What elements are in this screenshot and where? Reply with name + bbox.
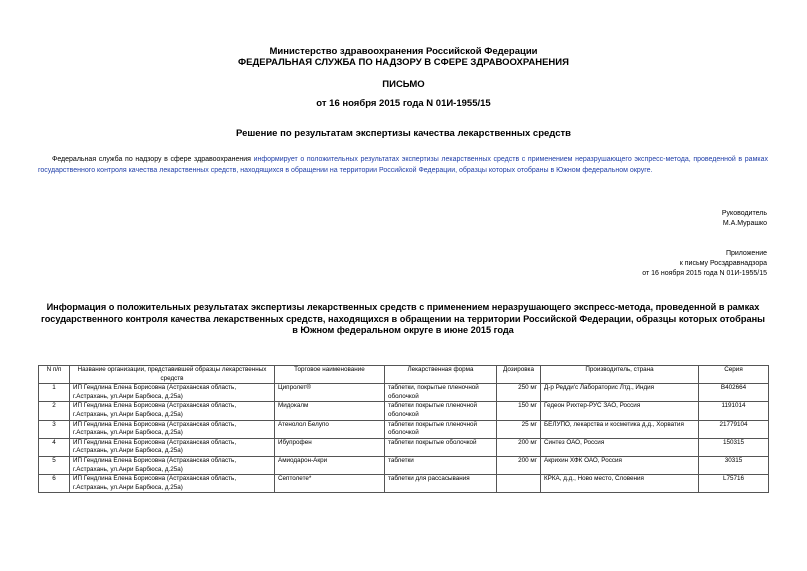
header-series: Серия bbox=[699, 366, 769, 384]
cell-trade-name: Ибупрофен bbox=[275, 438, 385, 456]
cell-organization: ИП Гендлина Елена Борисовна (Астраханская область, г.Астрахань, ул.Анри Барбюса, д.25а) bbox=[70, 438, 275, 456]
cell-manufacturer: Д-р Редди'с Лабораторис Лтд., Индия bbox=[541, 384, 699, 402]
table-row bbox=[39, 402, 769, 420]
ministry-name: Министерство здравоохранения Российской Федерации bbox=[269, 46, 538, 57]
results-table bbox=[38, 365, 769, 493]
appendix-date: от 16 ноября 2015 года N 01И-1955/15 bbox=[642, 270, 767, 277]
table-row bbox=[39, 420, 769, 438]
cell-manufacturer: Синтез ОАО, Россия bbox=[541, 438, 699, 456]
cell-dosage: 200 мг bbox=[497, 438, 541, 456]
cell-series: В402664 bbox=[699, 384, 769, 402]
cell-dosage-form: таблетки, покрытые пленочной оболочкой bbox=[385, 384, 497, 402]
cell-trade-name: Септолете* bbox=[275, 475, 385, 493]
cell-manufacturer: Гедеон Рихтер-РУС ЗАО, Россия bbox=[541, 402, 699, 420]
cell-dosage: 150 мг bbox=[497, 402, 541, 420]
cell-organization: ИП Гендлина Елена Борисовна (Астраханская область, г.Астрахань, ул.Анри Барбюса, д.25а) bbox=[70, 475, 275, 493]
cell-dosage-form: таблетки покрытые пленочной оболочкой bbox=[385, 402, 497, 420]
cell-dosage-form: таблетки bbox=[385, 456, 497, 474]
cell-number: 2 bbox=[39, 402, 70, 420]
table-row bbox=[39, 475, 769, 493]
info-title: Информация о положительных результатах экспертизы лекарственных средств с применением неразрушающего экспресс-метода, проведенной в рамках государственного контроля качества лекарственных средств, находящихся в обращении на территории Российской Федерации, образцы которых отобраны в Южном федеральном округе в июне 2015 года bbox=[41, 302, 765, 335]
cell-organization: ИП Гендлина Елена Борисовна (Астраханская область, г.Астрахань, ул.Анри Барбюса, д.25а) bbox=[70, 384, 275, 402]
cell-series: 1191014 bbox=[699, 402, 769, 420]
header-dosage: Дозировка bbox=[497, 366, 541, 384]
appendix-ref: к письму Росздравнадзора bbox=[679, 260, 767, 267]
document-subject: Решение по результатам экспертизы качества лекарственных средств bbox=[236, 128, 571, 139]
cell-dosage: 250 мг bbox=[497, 384, 541, 402]
cell-trade-name: Ципролет® bbox=[275, 384, 385, 402]
intro-paragraph bbox=[38, 154, 768, 176]
intro-link[interactable]: информирует о положительных результатах экспертизы лекарственных средств с применением неразрушающего экспресс-метода, проведенной в рамках государственного контроля качества лекарственных средств, находящихся в обращении на территории Российской Федерации, образцы которых отобраны в Южном федеральном округе. bbox=[38, 156, 768, 174]
signature-name: М.А.Мурашко bbox=[722, 220, 767, 227]
header-trade-name: Торговое наименование bbox=[275, 366, 385, 384]
cell-series: L75716 bbox=[699, 475, 769, 493]
cell-dosage: 25 мг bbox=[497, 420, 541, 438]
cell-number: 3 bbox=[39, 420, 70, 438]
appendix-label: Приложение bbox=[725, 250, 767, 257]
header-number: N п/п bbox=[39, 366, 70, 384]
cell-dosage-form: таблетки покрытые пленочной оболочкой bbox=[385, 420, 497, 438]
cell-number: 5 bbox=[39, 456, 70, 474]
header-dosage-form: Лекарственная форма bbox=[385, 366, 497, 384]
cell-organization: ИП Гендлина Елена Борисовна (Астраханская область, г.Астрахань, ул.Анри Барбюса, д.25а) bbox=[70, 456, 275, 474]
signature-title: Руководитель bbox=[721, 210, 767, 217]
cell-trade-name: Мидокалм bbox=[275, 402, 385, 420]
cell-dosage bbox=[497, 475, 541, 493]
cell-organization: ИП Гендлина Елена Борисовна (Астраханская область, г.Астрахань, ул.Анри Барбюса, д.25а) bbox=[70, 420, 275, 438]
cell-trade-name: Амиодарон-Акри bbox=[275, 456, 385, 474]
cell-trade-name: Атенолол Белупо bbox=[275, 420, 385, 438]
table-row bbox=[39, 438, 769, 456]
table-header-row bbox=[39, 366, 769, 384]
cell-dosage: 200 мг bbox=[497, 456, 541, 474]
cell-series: 30315 bbox=[699, 456, 769, 474]
cell-dosage-form: таблетки покрытые оболочкой bbox=[385, 438, 497, 456]
cell-manufacturer: БЕЛУПО, лекарства и косметика д.д., Хорватия bbox=[541, 420, 699, 438]
header-organization: Название организации, представившей образцы лекарственных средств bbox=[70, 366, 275, 384]
cell-organization: ИП Гендлина Елена Борисовна (Астраханская область, г.Астрахань, ул.Анри Барбюса, д.25а) bbox=[70, 402, 275, 420]
document-date: от 16 ноября 2015 года N 01И-1955/15 bbox=[316, 98, 491, 109]
header-manufacturer: Производитель, страна bbox=[541, 366, 699, 384]
cell-number: 4 bbox=[39, 438, 70, 456]
cell-manufacturer: КРКА, д.д., Ново место, Словения bbox=[541, 475, 699, 493]
service-name: ФЕДЕРАЛЬНАЯ СЛУЖБА ПО НАДЗОРУ В СФЕРЕ ЗДРАВООХРАНЕНИЯ bbox=[238, 57, 569, 68]
table-row bbox=[39, 456, 769, 474]
cell-series: 150315 bbox=[699, 438, 769, 456]
table-row bbox=[39, 384, 769, 402]
intro-part1: Федеральная служба по надзору в сфере здравоохранения bbox=[52, 156, 251, 163]
cell-manufacturer: Акрихин ХФК ОАО, Россия bbox=[541, 456, 699, 474]
cell-number: 1 bbox=[39, 384, 70, 402]
document-type: ПИСЬМО bbox=[382, 79, 425, 90]
cell-number: 6 bbox=[39, 475, 70, 493]
cell-dosage-form: таблетки для рассасывания bbox=[385, 475, 497, 493]
cell-series: 21779104 bbox=[699, 420, 769, 438]
